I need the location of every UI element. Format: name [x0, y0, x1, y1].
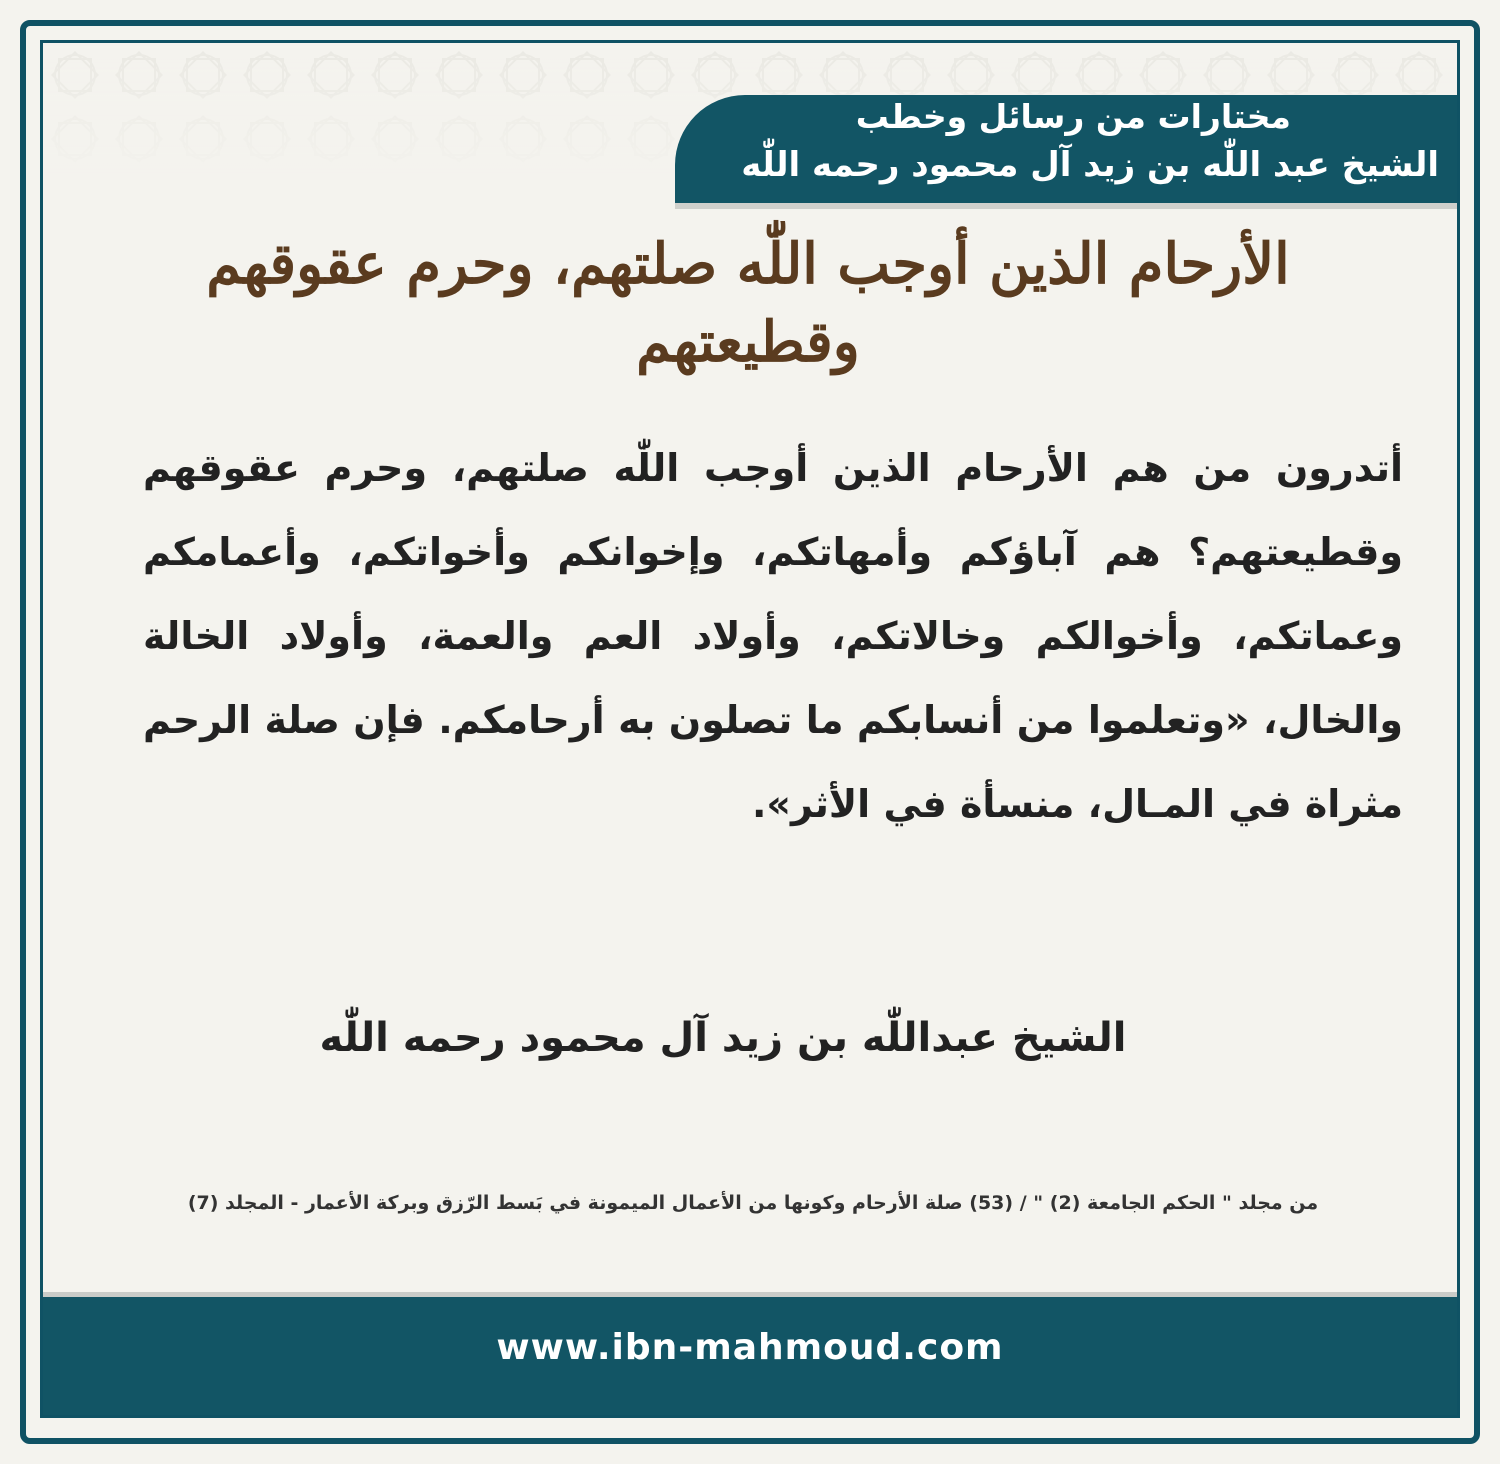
- page-title: الأرحام الذين أوجب اللّٰه صلتهم، وحرم عقوقهم وقطيعتهم: [206, 231, 1290, 375]
- series-title: مختارات من رسائل وخطب: [855, 97, 1291, 136]
- website-link[interactable]: www.ibn-mahmoud.com: [496, 1327, 1004, 1368]
- header-band: [675, 95, 1457, 203]
- footer-band: [43, 1292, 1457, 1415]
- quote-body: أتدرون من هم الأرحام الذين أوجب اللّٰه صلتهم، وحرم عقوقهم وقطيعتهم؟ هم آباؤكم وأمهاتكم، وإخوانكم وأخواتكم، وأعمامكم وعماتكم، وأخوالكم وخالاتكم، وأولاد العم والعمة، وأولاد الخالة والخال، «وتعلموا من أنسابكم ما تصلون به أرحامكم. فإن صلة الرحم مثراة في المـال، منسأة في الأثر».: [143, 446, 1403, 826]
- author-signature: الشيخ عبداللّٰه بن زيد آل محمود رحمه اللّٰه: [319, 1015, 1127, 1061]
- series-author: الشيخ عبد اللّٰه بن زيد آل محمود رحمه اللّٰه: [741, 145, 1439, 185]
- content-panel: [40, 40, 1460, 1418]
- source-citation: من مجلد " الحكم الجامعة (2) " / (53) صلة الأرحام وكونها من الأعمال الميمونة في بَسط الرّزق وبركة الأعمار - المجلد (7): [187, 1192, 1319, 1214]
